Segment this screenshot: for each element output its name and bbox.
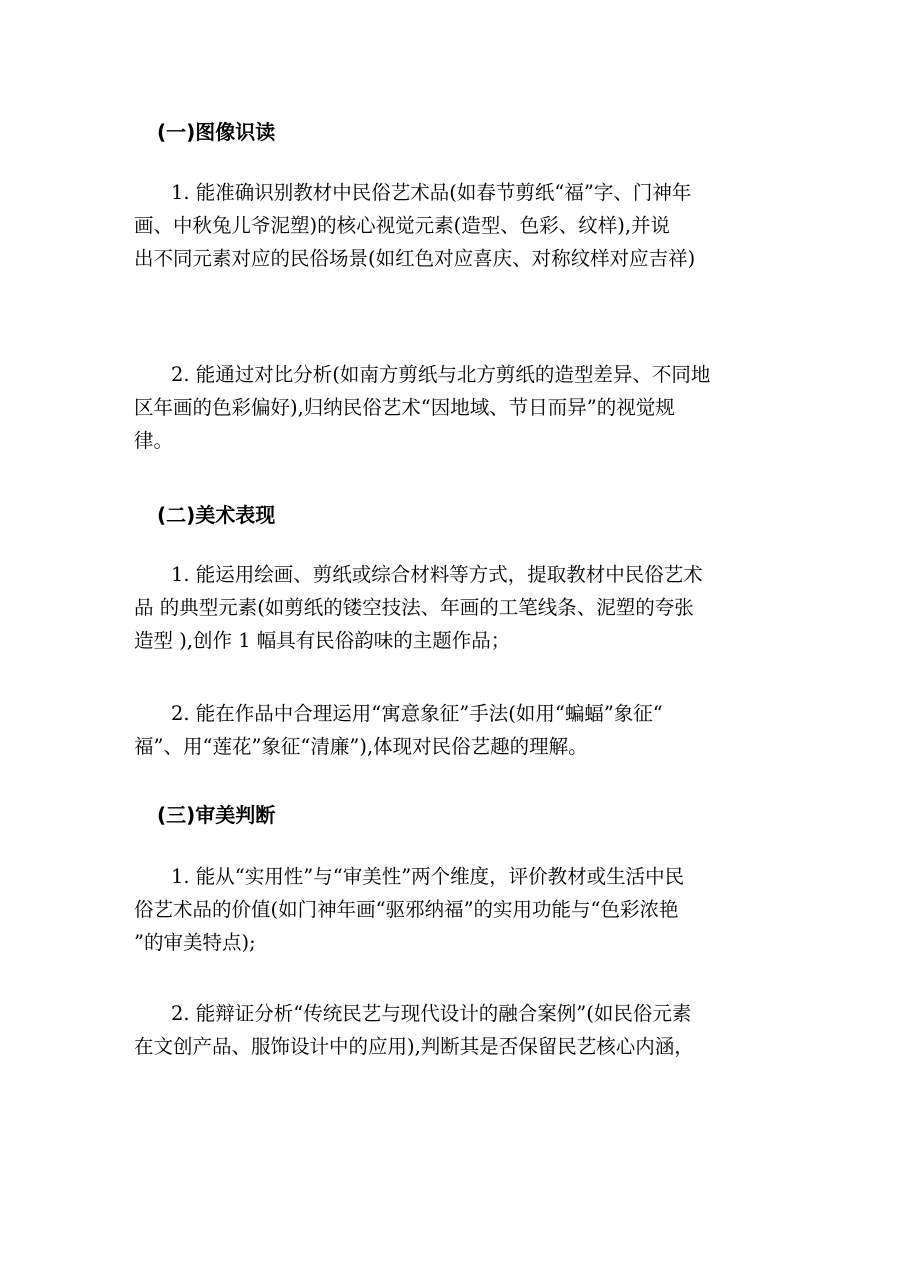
section-heading-art-expression: (二)美术表现 (157, 503, 276, 527)
text-line: 俗艺术品的价值(如门神年画“驱邪纳福”的实用功能与“色彩浓艳 (134, 898, 679, 921)
paragraph-art-expression-2 (134, 697, 774, 763)
text-line: 造型 ),创作 1 幅具有民俗韵味的主题作品； (134, 629, 511, 652)
paragraph-image-reading-2 (134, 358, 774, 457)
text-line: 2. 能在作品中合理运用“寓意象征”手法(如用“蝙蝠”象征“ (171, 702, 663, 725)
text-line: 在文创产品、服饰设计中的应用),判断其是否保留民艺核心内涵， (134, 1035, 694, 1058)
text-line: 1. 能从“实用性”与“审美性”两个维度，评价教材或生活中民 (171, 865, 685, 888)
text-line: 律。 (134, 429, 174, 452)
text-line: 2. 能辩证分析“传统民艺与现代设计的融合案例”(如民俗元素 (171, 1002, 692, 1025)
text-line: 画、中秋兔儿爷泥塑)的核心视觉元素(造型、色彩、纹样),并说 (134, 214, 671, 237)
text-line: 品 的典型元素(如剪纸的镂空技法、年画的工笔线条、泥塑的夸张 (134, 596, 694, 619)
text-line: 出不同元素对应的民俗场景(如红色对应喜庆、对称纹样对应吉祥) (134, 247, 696, 270)
text-line: ”的审美特点); (134, 931, 256, 954)
paragraph-art-expression-1 (134, 558, 774, 657)
text-line: 2. 能通过对比分析(如南方剪纸与北方剪纸的造型差异、不同地 (171, 363, 711, 386)
text-line: 1. 能准确识别教材中民俗艺术品(如春节剪纸“福”字、门神年 (171, 181, 692, 204)
text-line: 1. 能运用绘画、剪纸或综合材料等方式，提取教材中民俗艺术 (171, 563, 703, 586)
section-heading-aesthetic-judgment: (三)审美判断 (157, 803, 276, 827)
paragraph-aesthetic-judgment-1 (134, 860, 774, 959)
paragraph-aesthetic-judgment-2 (134, 997, 774, 1063)
paragraph-image-reading-1 (134, 176, 774, 275)
section-heading-image-reading: (一)图像识读 (157, 120, 276, 144)
text-line: 区年画的色彩偏好),归纳民俗艺术“因地域、节日而异”的视觉规 (134, 396, 675, 419)
text-line: 福”、用“莲花”象征“清廉”),体现对民俗艺趣的理解。 (134, 735, 588, 758)
